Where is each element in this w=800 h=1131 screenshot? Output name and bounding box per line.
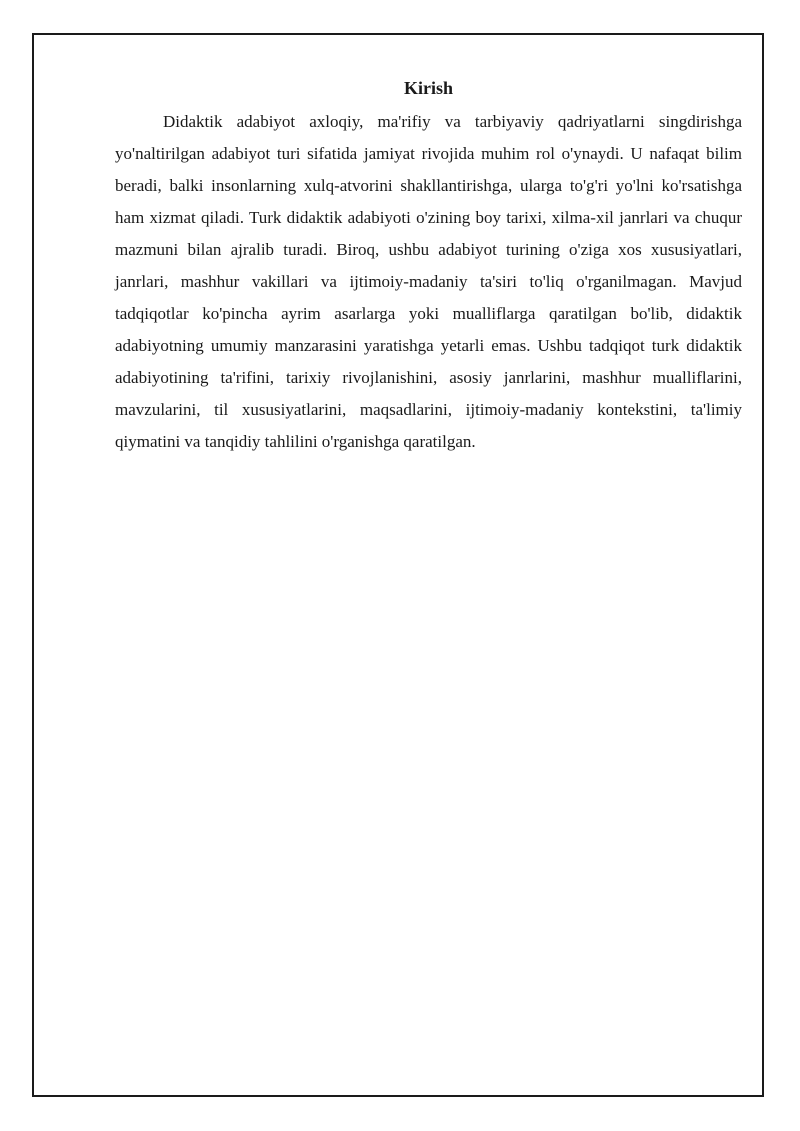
section-title: Kirish — [403, 78, 453, 98]
intro-paragraph: Didaktik adabiyot axloqiy, ma'rifiy va tarbiyaviy qadriyatlarni singdirishga yo'naltirilgan adabiyot turi sifatida jamiyat rivojida muhim rol o'ynaydi. U nafaqat bilim beradi, balki insonlarning xulq-atvorini shakllantirishga, ularga to'g'ri yo'lni ko'rsatishga ham xizmat qiladi. Turk didaktik adabiyoti o'zining boy tarixi, xilma-xil janrlari va chuqur mazmuni bilan ajralib turadi. Biroq, ushbu adabiyot turining o'ziga xos xususiyatlari, janrlari, mashhur vakillari va ijtimoiy-madaniy ta'siri to'liq o'rganilmagan. Mavjud tadqiqotlar ko'pincha ayrim asarlarga yoki mualliflarga qaratilgan bo'lib, didaktik adabiyotning umumiy manzarasini yaratishga yetarli emas. Ushbu tadqiqot turk didaktik adabiyotining ta'rifini, tarixiy rivojlanishini, asosiy janrlarini, mashhur mualliflarini, mavzularini, til xususiyatlarini, maqsadlarini, ijtimoiy-madaniy kontekstini, ta'limiy qiymatini va tanqidiy tahlilini o'rganishga qaratilgan. — [115, 112, 742, 451]
document-body — [115, 74, 742, 458]
